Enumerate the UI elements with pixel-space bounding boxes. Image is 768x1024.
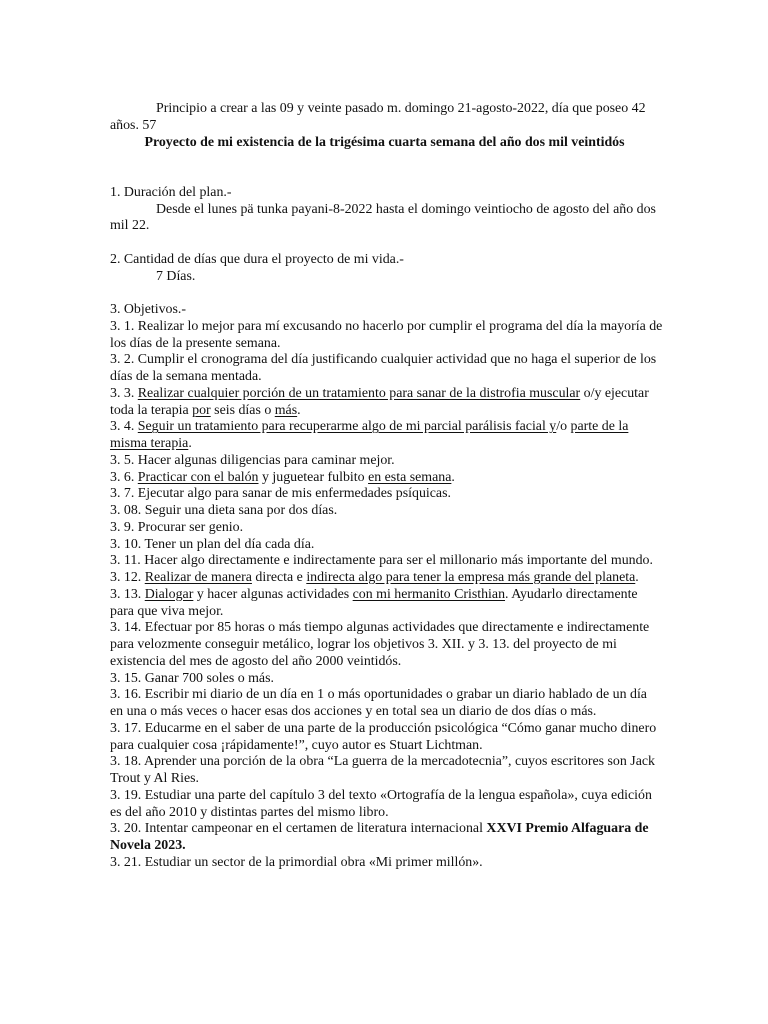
objective-text: 3. 12.	[110, 570, 145, 585]
underlined-text: indirecta algo para tener la empresa más grande del planeta	[306, 570, 636, 585]
objective-item	[110, 520, 663, 537]
objective-text: 3. 10. Tener un plan del día cada día.	[110, 536, 315, 552]
objective-text: 3. 21. Estudiar un sector de la primordial obra «Mi primer millón».	[110, 854, 483, 870]
objective-text: 3. 11. Hacer algo directamente e indirectamente para ser el millonario más importante del mundo.	[110, 553, 653, 569]
objective-text: 3. 19. Estudiar una parte del capítulo 3 del texto «Ortografía de la lengua española», cuya edición es del año 2010 y distintas partes del mismo libro.	[110, 787, 652, 820]
spacer	[110, 235, 663, 252]
spacer	[110, 285, 663, 302]
underlined-text: en esta semana	[368, 469, 452, 485]
objective-item	[110, 537, 663, 554]
section-1-text: Desde el lunes pä tunka payani-8-2022 hasta el domingo veintiocho de agosto del año dos mil 22.	[110, 201, 656, 234]
section-3-heading: 3. Objetivos.-	[110, 302, 187, 317]
objective-text: seis días o	[210, 402, 275, 418]
objective-item	[110, 486, 663, 503]
objective-item	[110, 587, 663, 621]
objective-item	[110, 754, 663, 788]
objective-text: 3. 17. Educarme en el saber de una parte de la producción psicológica “Cómo ganar mucho dinero para cualquier cosa ¡rápidamente!”, cuyo autor es Stuart Lichtman.	[110, 720, 657, 753]
spacer	[110, 151, 663, 185]
underlined-text: parte de la misma terapia	[110, 419, 629, 451]
intro-line: Principio a crear a las 09 y veinte pasado m. domingo 21-agosto-2022, día que poseo 42 años. 57	[110, 101, 646, 133]
underlined-text: Seguir un tratamiento para recuperarme algo de mi parcial parálisis facial y	[137, 419, 557, 435]
objective-item	[110, 788, 663, 822]
bold-text: XXVI Premio Alfaguara de Novela 2023.	[110, 821, 649, 853]
objective-text: 3. 3.	[110, 385, 138, 401]
objectives-list	[110, 319, 663, 872]
objective-item	[110, 470, 663, 487]
objective-item	[110, 855, 663, 872]
objective-item	[110, 671, 663, 688]
objective-text: .	[451, 469, 455, 485]
objective-text: 3. 14. Efectuar por 85 horas o más tiempo algunas actividades que directamente e indirectamente para velozmente conseguir metálico, lograr los objetivos 3. XII. y 3. 13. del proyecto de mi existencia del mes de agosto del año 2000 veintidós.	[110, 620, 650, 669]
objective-text: .	[635, 570, 639, 585]
underlined-text: con mi hermanito Cristhian	[352, 586, 506, 602]
objective-item	[110, 453, 663, 470]
underlined-text: por	[192, 402, 211, 418]
objective-text: 3. 13.	[110, 586, 145, 602]
objective-item	[110, 386, 663, 420]
section-2-text: 7 Días.	[156, 268, 196, 284]
underlined-text: Realizar de manera	[144, 570, 252, 585]
objective-text: 3. 15. Ganar 700 soles o más.	[110, 670, 274, 686]
objective-text: .	[188, 436, 192, 451]
objective-text: . Ayudarlo directamente para que viva mejor.	[110, 586, 638, 619]
objective-item	[110, 721, 663, 755]
objective-text: y hacer algunas actividades	[193, 586, 353, 602]
objective-text: 3. 20. Intentar campeonar en el certamen de literatura internacional	[110, 821, 487, 837]
underlined-text: Realizar cualquier porción de un tratamiento para sanar de la distrofia muscular	[137, 385, 581, 401]
objective-text: 3. 18. Aprender una porción de la obra “La guerra de la mercadotecnia”, cuyos escritores son Jack Trout y Al Ries.	[110, 754, 655, 786]
underlined-text: Dialogar	[144, 586, 194, 602]
objective-text: 3. 2. Cumplir el cronograma del día justificando cualquier actividad que no haga el superior de los días de la semana mentada.	[110, 352, 657, 384]
objective-text: 3. 5. Hacer algunas diligencias para caminar mejor.	[110, 452, 395, 468]
objective-text: 3. 4.	[110, 419, 138, 435]
objective-item	[110, 687, 663, 721]
document-title: Proyecto de mi existencia de la trigésima cuarta semana del año dos mil veintidós	[144, 134, 625, 150]
underlined-text: más	[274, 402, 298, 418]
objective-text: 3. 7. Ejecutar algo para sanar de mis enfermedades psíquicas.	[110, 486, 451, 502]
objective-text: .	[297, 402, 301, 418]
objective-item	[110, 319, 663, 353]
objective-text: /o	[556, 419, 571, 435]
objective-text: o/y ejecutar toda la terapia	[110, 385, 649, 418]
objective-item	[110, 352, 663, 386]
section-2-heading: 2. Cantidad de días que dura el proyecto de mi vida.-	[110, 251, 404, 267]
objective-item	[110, 570, 663, 587]
objective-item	[110, 553, 663, 570]
objective-text: 3. 9. Procurar ser genio.	[110, 519, 244, 535]
objective-text: 3. 6.	[110, 469, 138, 485]
section-1-heading: 1. Duración del plan.-	[110, 184, 232, 200]
objective-text: y juguetear fulbito	[258, 469, 369, 485]
objective-text: 3. 1. Realizar lo mejor para mí excusando no hacerlo por cumplir el programa del día la mayoría de los días de la presente semana.	[110, 318, 663, 351]
objective-item	[110, 620, 663, 670]
objective-text: directa e	[251, 570, 307, 585]
objective-text: 3. 08. Seguir una dieta sana por dos días.	[110, 503, 338, 518]
underlined-text: Practicar con el balón	[137, 469, 259, 485]
objective-text: 3. 16. Escribir mi diario de un día en 1 o más oportunidades o grabar un diario hablado de un día en una o más veces o hacer esas dos acciones y en total sea un diario de dos días o más.	[110, 687, 647, 719]
objective-item	[110, 419, 663, 453]
objective-item	[110, 503, 663, 520]
objective-item	[110, 821, 663, 855]
